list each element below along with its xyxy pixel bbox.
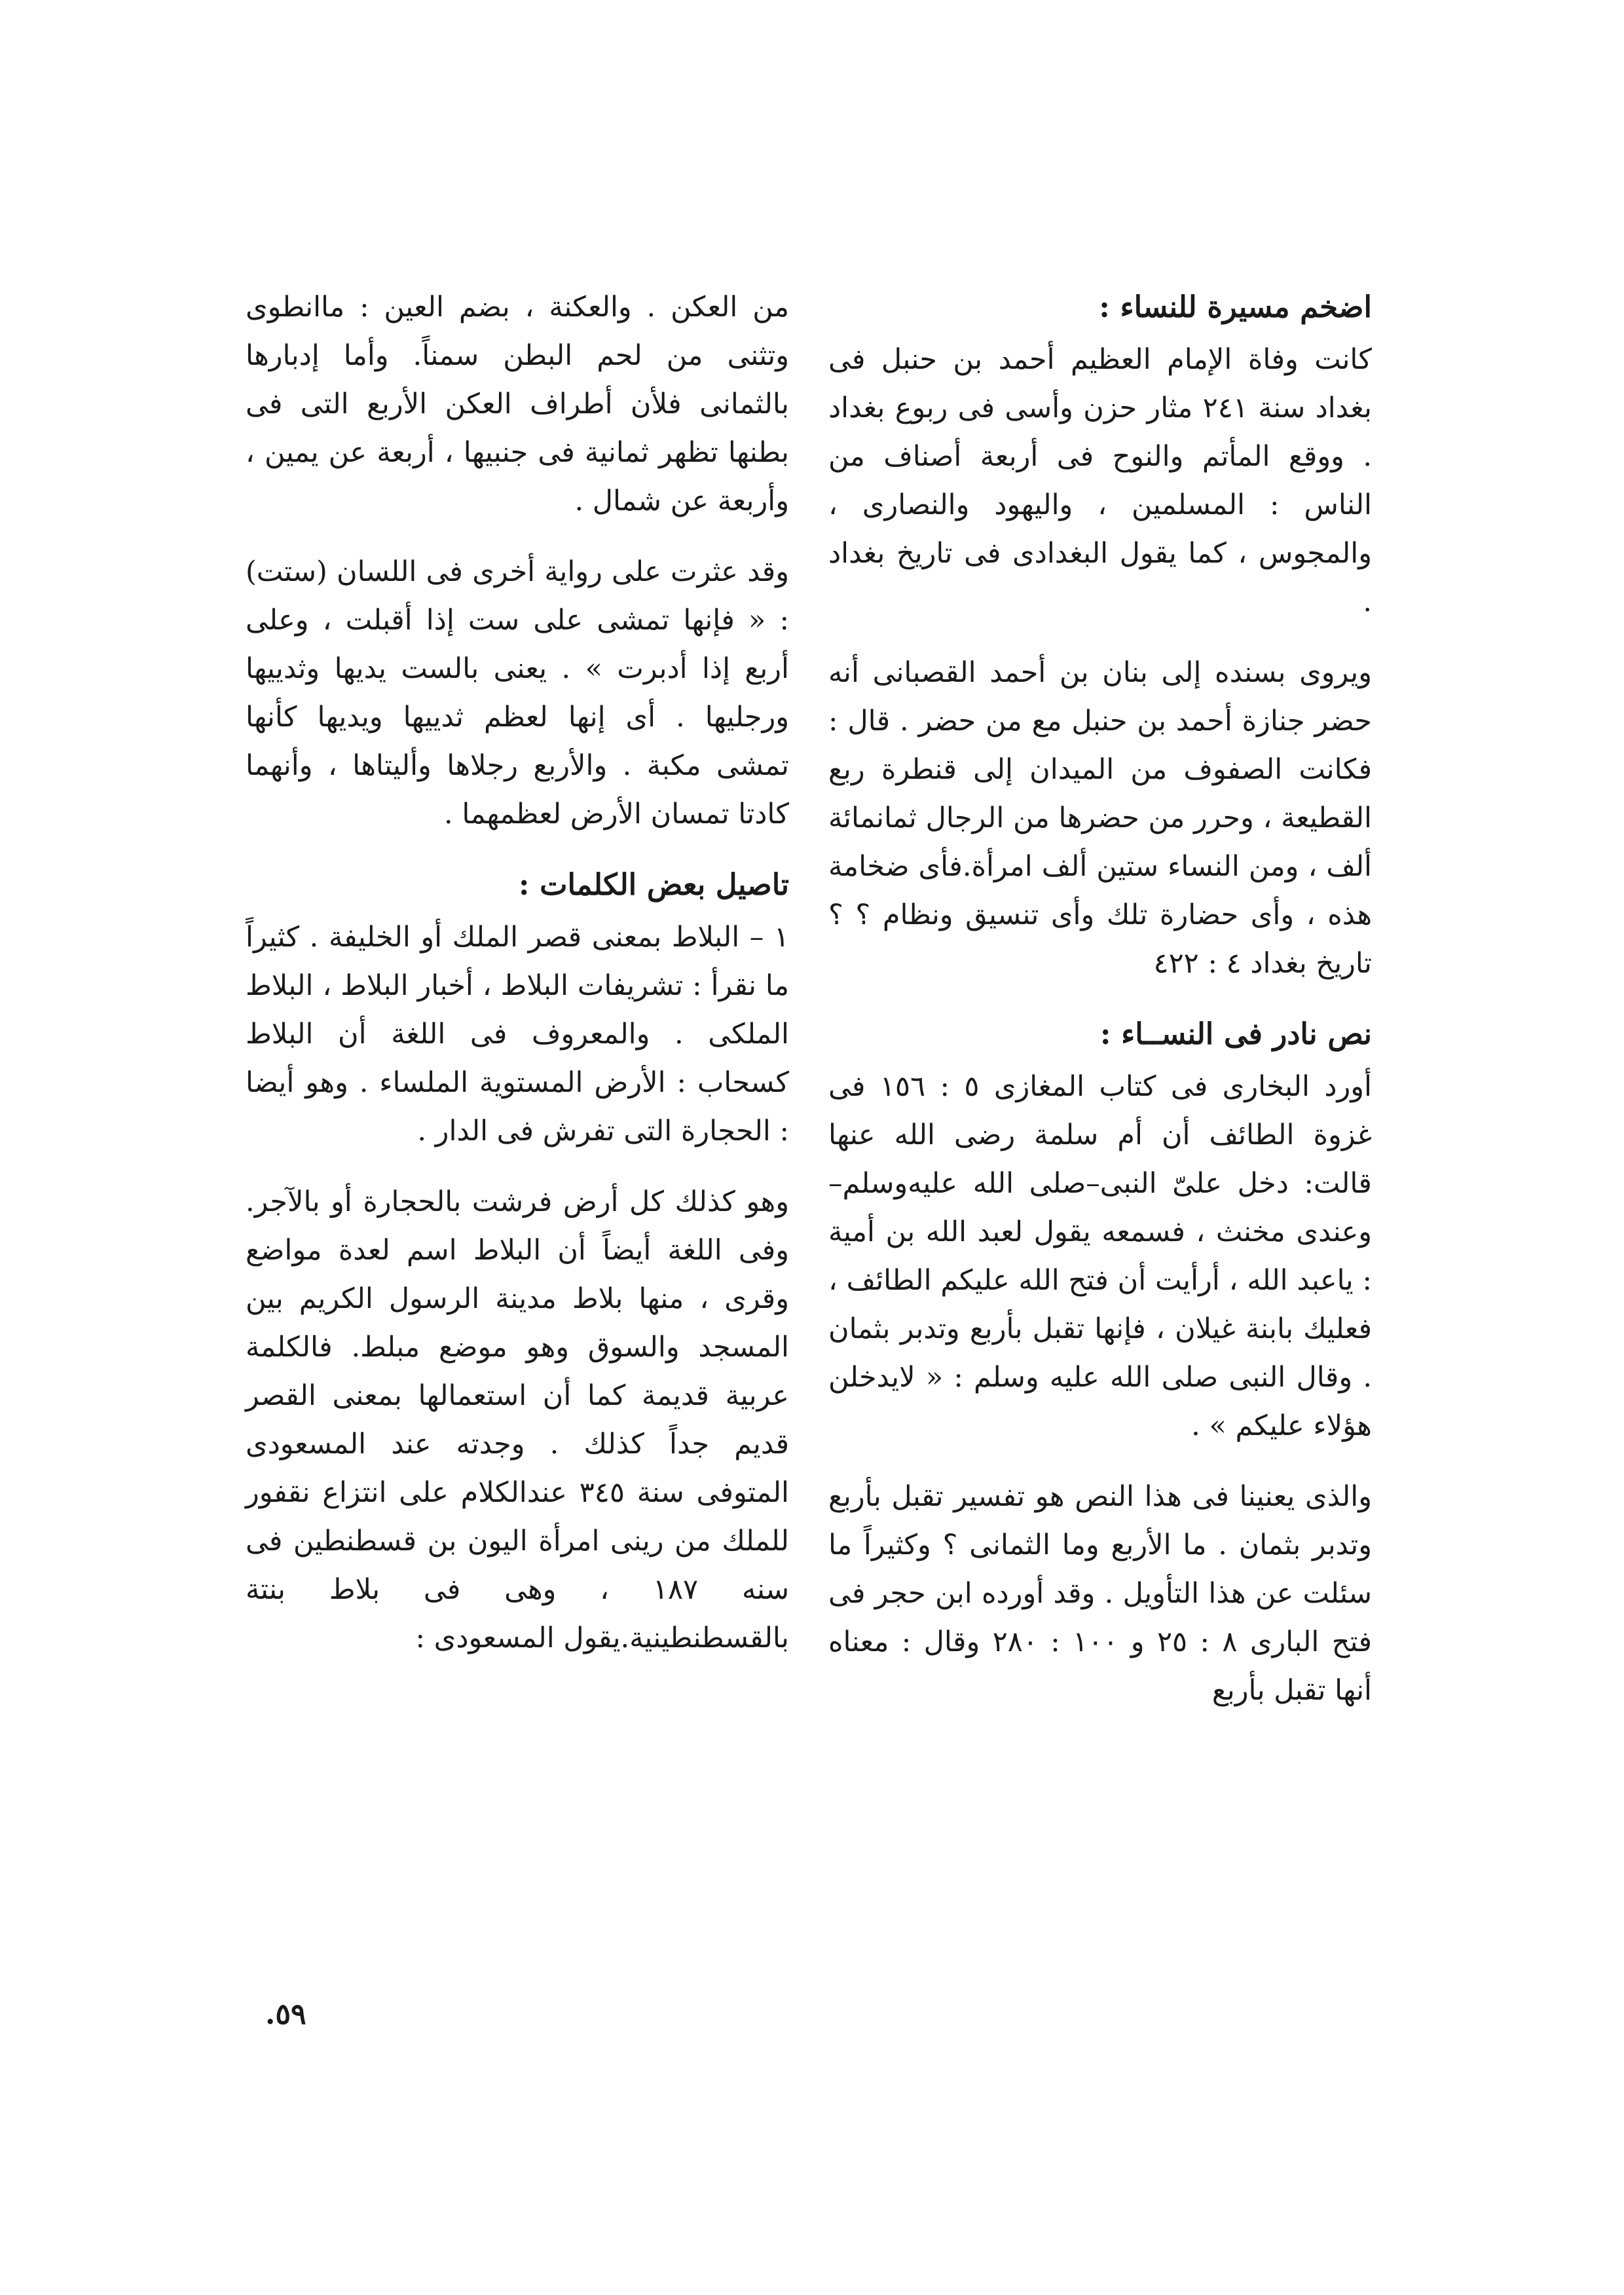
paragraph: ويروى بسنده إلى بنان بن أحمد القصبانى أنه حضر جنازة أحمد بن حنبل مع من حضر . قال : فكانت الصفوف من الميدان إلى قنطرة ربع القطيعة ، وحرر من حضرها من الرجال ثمانمائة ألف ، ومن النساء ستين ألف امرأة.فأى ضخامة هذه ، وأى حضارة تلك وأى تنسيق ونظام ؟ ؟ تاريخ بغداد ٤ : ٤٢٢ — [828, 656, 1372, 980]
paragraph: وقد عثرت على رواية أخرى فى اللسان (ستت) : « فإنها تمشى على ست إذا أقبلت ، وعلى أربع إذا أدبرت » . يعنى بالست يديها وثدييها ورجليها . أى إنها لعظم ثدييها ويديها كأنها تمشى مكبة . والأربع رجلاها وأليتاها ، وأنهما كادتا تمسان الأرض لعظمهما . — [246, 555, 789, 830]
paragraph: والذى يعنينا فى هذا النص هو تفسير تقبل بأربع وتدبر بثمان . ما الأربع وما الثمانى ؟ وكثيراً ما سئلت عن هذا التأويل . وقد أورده ابن حجر فى فتح البارى ٨ : ٢٥ و ١٠٠ : ٢٨٠ وقال : معناه أنها تقبل بأربع — [828, 1480, 1373, 1707]
paragraph: من العكن . والعكنة ، بضم العين : ماانطوى وتثنى من لحم البطن سمناً. وأما إدبارها بالثمانى فلأن أطراف العكن الأربع التى فى بطنها تظهر ثمانية فى جنبيها ، أربعة عن يمين ، وأربعة عن شمال . — [246, 291, 789, 517]
right-column — [828, 283, 1372, 1737]
section-heading-word-origins: تاصيل بعض الكلمات : — [518, 867, 789, 902]
section-heading-women-procession: اضخم مسيرة للنساء : — [1099, 289, 1372, 324]
section-heading-rare-text: نص نادر فى النســاء : — [1099, 1017, 1372, 1051]
page-number: ٥٩. — [265, 1998, 306, 2031]
paragraph: ١ – البلاط بمعنى قصر الملك أو الخليفة . كثيراً ما نقرأ : تشريفات البلاط ، أخبار البلاط ، البلاط الملكى . والمعروف فى اللغة أن البلاط كسحاب : الأرض المستوية الملساء . وهو أيضا : الحجارة التى تفرش فى الدار . — [246, 921, 789, 1148]
paragraph: كانت وفاة الإمام العظيم أحمد بن حنبل فى بغداد سنة ٢٤١ مثار حزن وأسى فى ربوع بغداد . ووقع المأتم والنوح فى أربعة أصناف من الناس : المسلمين ، واليهود والنصارى ، والمجوس ، كما يقول البغدادى فى تاريخ بغداد . — [828, 343, 1372, 618]
paragraph: وهو كذلك كل أرض فرشت بالحجارة أو بالآجر. وفى اللغة أيضاً أن البلاط اسم لعدة مواضع وقرى ، منها بلاط مدينة الرسول الكريم بين المسجد والسوق وهو موضع مبلط. فالكلمة عربية قديمة كما أن استعمالها بمعنى القصر قديم جداً كذلك . وجدته عند المسعودى المتوفى سنة ٣٤٥ عندالكلام على انتزاع نقفور للملك من رينى امرأة اليون بن قسطنطين فى سنه ١٨٧ ، وهى فى بلاط بنتة بالقسطنطينية.يقول المسعودى : — [246, 1185, 790, 1654]
left-column — [246, 283, 789, 1685]
paragraph: أورد البخارى فى كتاب المغازى ٥ : ١٥٦ فى غزوة الطائف أن أم سلمة رضى الله عنها قالت: دخل علىّ النبى–صلى الله عليه‌وسلم– وعندى مخنث ، فسمعه يقول لعبد الله بن أمية : ياعبد الله ، أرأيت أن فتح الله عليكم الطائف ، فعليك بابنة غيلان ، فإنها تقبل بأربع وتدبر بثمان . وقال النبى صلى الله عليه وسلم : « لايدخلن هؤلاء عليكم » . — [828, 1070, 1372, 1442]
